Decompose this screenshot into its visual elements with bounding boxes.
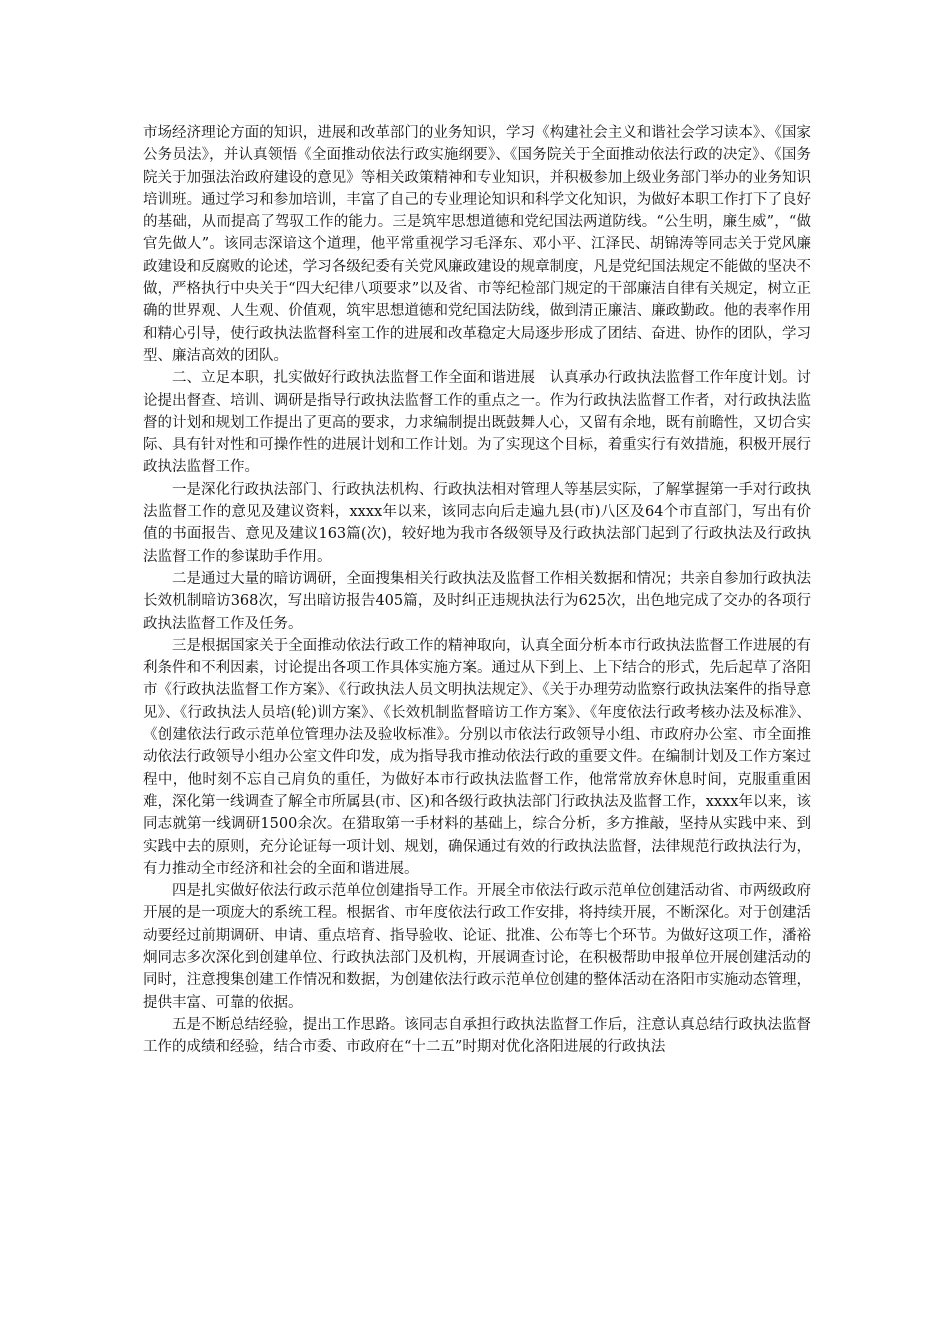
paragraph-point-one: 一是深化行政执法部门、行政执法机构、行政执法相对管理人等基层实际，了解掌握第一手对行政执法监督工作的意见及建议资料，xxxx年以来，该同志向后走遍九县(市)八区及64个市直部门，写出有价值的书面报告、意见及建议163篇(次)，较好地为我市各级领导及行政执法部门起到了行政执法及行政执法监督工作的参谋助手作用。 <box>143 481 811 565</box>
paragraph-point-three: 三是根据国家关于全面推动依法行政工作的精神取向，认真全面分析本市行政执法监督工作进展的有利条件和不利因素，讨论提出各项工作具体实施方案。通过从下到上、上下结合的形式，先后起草了洛阳市《行政执法监督工作方案》、《行政执法人员文明执法规定》、《关于办理劳动监察行政执法案件的指导意见》、《行政执法人员培(轮)训方案》、《长效机制监督暗访工作方案》、《年度依法行政考核办法及标准》、《创建依法行政示范单位管理办法及验收标准》。分别以市依法行政领导小组、市政府办公室、市全面推动依法行政领导小组办公室文件印发，成为指导我市推动依法行政的重要文件。在编制计划及工作方案过程中，他时刻不忘自己肩负的重任，为做好本市行政执法监督工作，他常常放弃休息时间，克服重重困难，深化第一线调查了解全市所属县(市、区)和各级行政执法部门行政执法及监督工作，xxxx年以来，该同志就第一线调研1500余次。在猎取第一手材料的基础上，综合分析，多方推敲，坚持从实践中来、到实践中去的原则，充分论证每一项计划、规划，确保通过有效的行政执法监督，法律规范行政执法行为，有力推动全市经济和社会的全面和谐进展。 <box>143 637 811 877</box>
paragraph-point-two: 二是通过大量的暗访调研，全面搜集相关行政执法及监督工作相关数据和情况；共亲自参加行政执法长效机制暗访368次，写出暗访报告405篇，及时纠正违规执法行为625次，出色地完成了交办的各项行政执法监督工作及任务。 <box>143 570 811 632</box>
paragraph-continued-study: 市场经济理论方面的知识，进展和改革部门的业务知识，学习《构建社会主义和谐社会学习读本》、《国家公务员法》，并认真领悟《全面推动依法行政实施纲要》、《国务院关于全面推动依法行政的决定》、《国务院关于加强法治政府建设的意见》等相关政策精神和专业知识，并积极参加上级业务部门举办的业务知识培训班。通过学习和参加培训，丰富了自己的专业理论知识和科学文化知识，为做好本职工作打下了良好的基础，从而提高了驾驭工作的能力。三是筑牢思想道德和党纪国法两道防线。“公生明，廉生威”，“做官先做人”。该同志深谙这个道理，他平常重视学习毛泽东、邓小平、江泽民、胡锦涛等同志关于党风廉政建设和反腐败的论述，学习各级纪委有关党风廉政建设的规章制度，凡是党纪国法规定不能做的坚决不做，严格执行中央关于“四大纪律八项要求”以及省、市等纪检部门规定的干部廉洁自律有关规定，树立正确的世界观、人生观、价值观，筑牢思想道德和党纪国法防线，做到清正廉洁、廉政勤政。他的表率作用和精心引导，使行政执法监督科室工作的进展和改革稳定大局逐步形成了团结、奋进、协作的团队，学习型、廉洁高效的团队。 <box>143 125 811 364</box>
paragraph-point-five: 五是不断总结经验，提出工作思路。该同志自承担行政执法监督工作后，注意认真总结行政执法监督工作的成绩和经验，结合市委、市政府在“十二五”时期对优化洛阳进展的行政执法 <box>143 1016 811 1056</box>
document-body <box>143 122 811 1058</box>
paragraph-point-four: 四是扎实做好依法行政示范单位创建指导工作。开展全市依法行政示范单位创建活动省、市两级政府开展的是一项庞大的系统工程。根据省、市年度依法行政工作安排，将持续开展，不断深化。对于创建活动要经过前期调研、申请、重点培育、指导验收、论证、批准、公布等七个环节。为做好这项工作，潘裕炯同志多次深化到创建单位、行政执法部门及机构，开展调查讨论，在积极帮助申报单位开展创建活动的同时，注意搜集创建工作情况和数据，为创建依法行政示范单位创建的整体活动在洛阳市实施动态管理，提供丰富、可靠的依据。 <box>143 883 811 1011</box>
paragraph-section-two: 二、立足本职，扎实做好行政执法监督工作全面和谐进展 认真承办行政执法监督工作年度计划。讨论提出督查、培训、调研是指导行政执法监督工作的重点之一。作为行政执法监督工作者，对行政执法监督的计划和规划工作提出了更高的要求，力求编制提出既鼓舞人心，又留有余地，既有前瞻性，又切合实际、具有针对性和可操作性的进展计划和工作计划。为了实现这个目标，着重实行有效措施，积极开展行政执法监督工作。 <box>143 370 811 476</box>
